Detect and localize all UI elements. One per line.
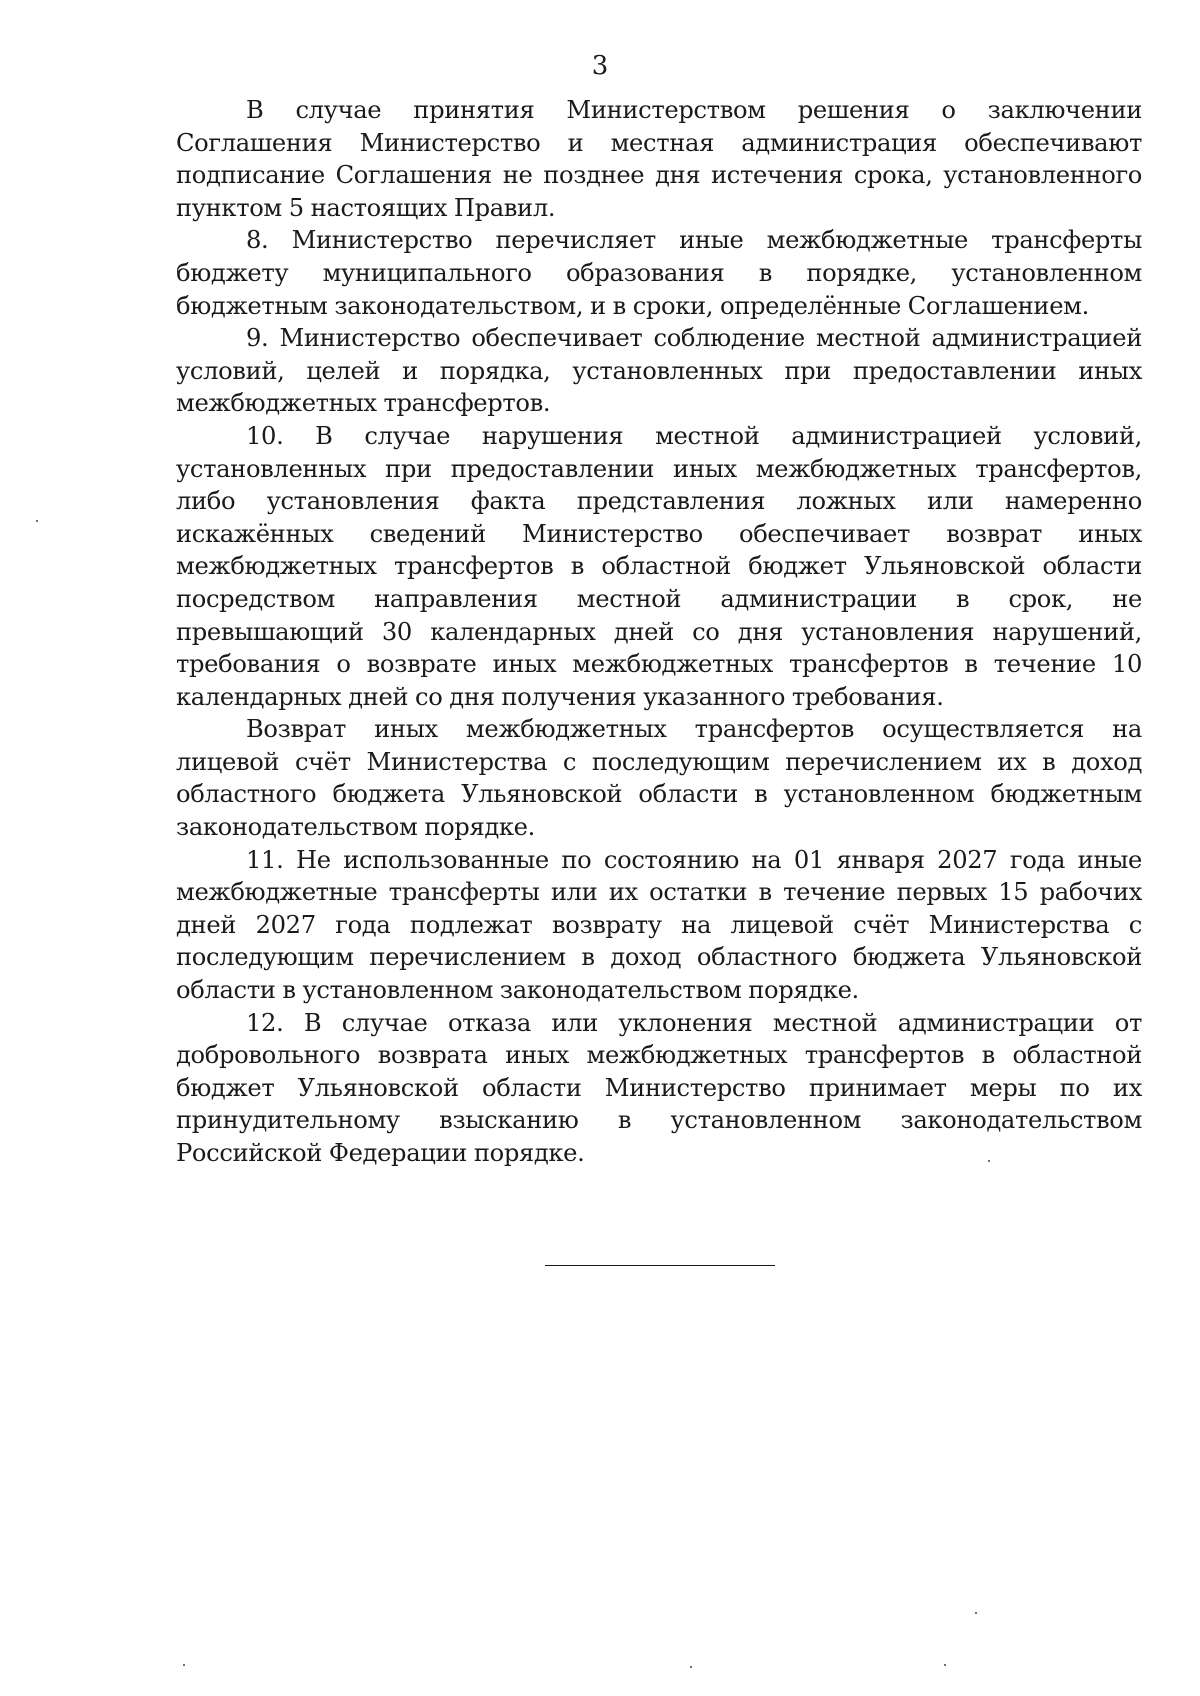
paragraph-8-transfer: 8. Министерство перечисляет иные межбюджетные трансферты бюджету муниципального образования в порядке, установленном бюджетным законодательством, и в сроки, определённые Соглашением. xyxy=(176,226,1142,320)
scan-speck xyxy=(690,1666,692,1668)
paragraph-10-violation: 10. В случае нарушения местной администрацией условий, установленных при предоставлении иных межбюджетных трансфертов, либо установления факта представления ложных или намеренно искажённых сведений Министерство обеспечивает возврат иных межбюджетных трансфертов в областной бюджет Ульяновской области посредством направления местной администрации в срок, не превышающий 30 календарных дней со дня установления нарушений, требования о возврате иных межбюджетных трансфертов в течение 10 календарных дней со дня получения указанного требования. xyxy=(176,421,1142,711)
scan-speck xyxy=(944,1664,946,1666)
page-number: 3 xyxy=(591,51,609,81)
scan-speck xyxy=(183,1664,185,1666)
paragraph-refund-account: Возврат иных межбюджетных трансфертов осуществляется на лицевой счёт Министерства с последующим перечислением их в доход областного бюджета Ульяновской области в установленном бюджетным законодательством порядке. xyxy=(176,715,1142,842)
document-body xyxy=(176,94,1142,1170)
scan-speck xyxy=(36,520,38,522)
paragraph-9-compliance: 9. Министерство обеспечивает соблюдение местной администрацией условий, целей и порядка, установленных при предоставлении иных межбюджетных трансфертов. xyxy=(176,324,1142,418)
paragraph-agreement-signing: В случае принятия Министерством решения о заключении Соглашения Министерство и местная администрация обеспечивают подписание Соглашения не позднее дня истечения срока, установленного пунктом 5 настоящих Правил. xyxy=(176,96,1142,222)
end-divider-line xyxy=(545,1265,775,1266)
paragraph-12-enforcement: 12. В случае отказа или уклонения местной администрации от добровольного возврата иных межбюджетных трансфертов в областной бюджет Ульяновской области Министерство принимает меры по их принудительному взысканию в установленном законодательством Российской Федерации порядке. xyxy=(176,1008,1142,1167)
scan-speck xyxy=(975,1612,977,1614)
paragraph-11-unused-funds: 11. Не использованные по состоянию на 01 января 2027 года иные межбюджетные трансферты или их остатки в течение первых 15 рабочих дней 2027 года подлежат возврату на лицевой счёт Министерства с последующим перечислением в доход областного бюджета Ульяновской области в установленном законодательством порядке. xyxy=(176,845,1142,1005)
scan-speck xyxy=(988,1160,990,1162)
